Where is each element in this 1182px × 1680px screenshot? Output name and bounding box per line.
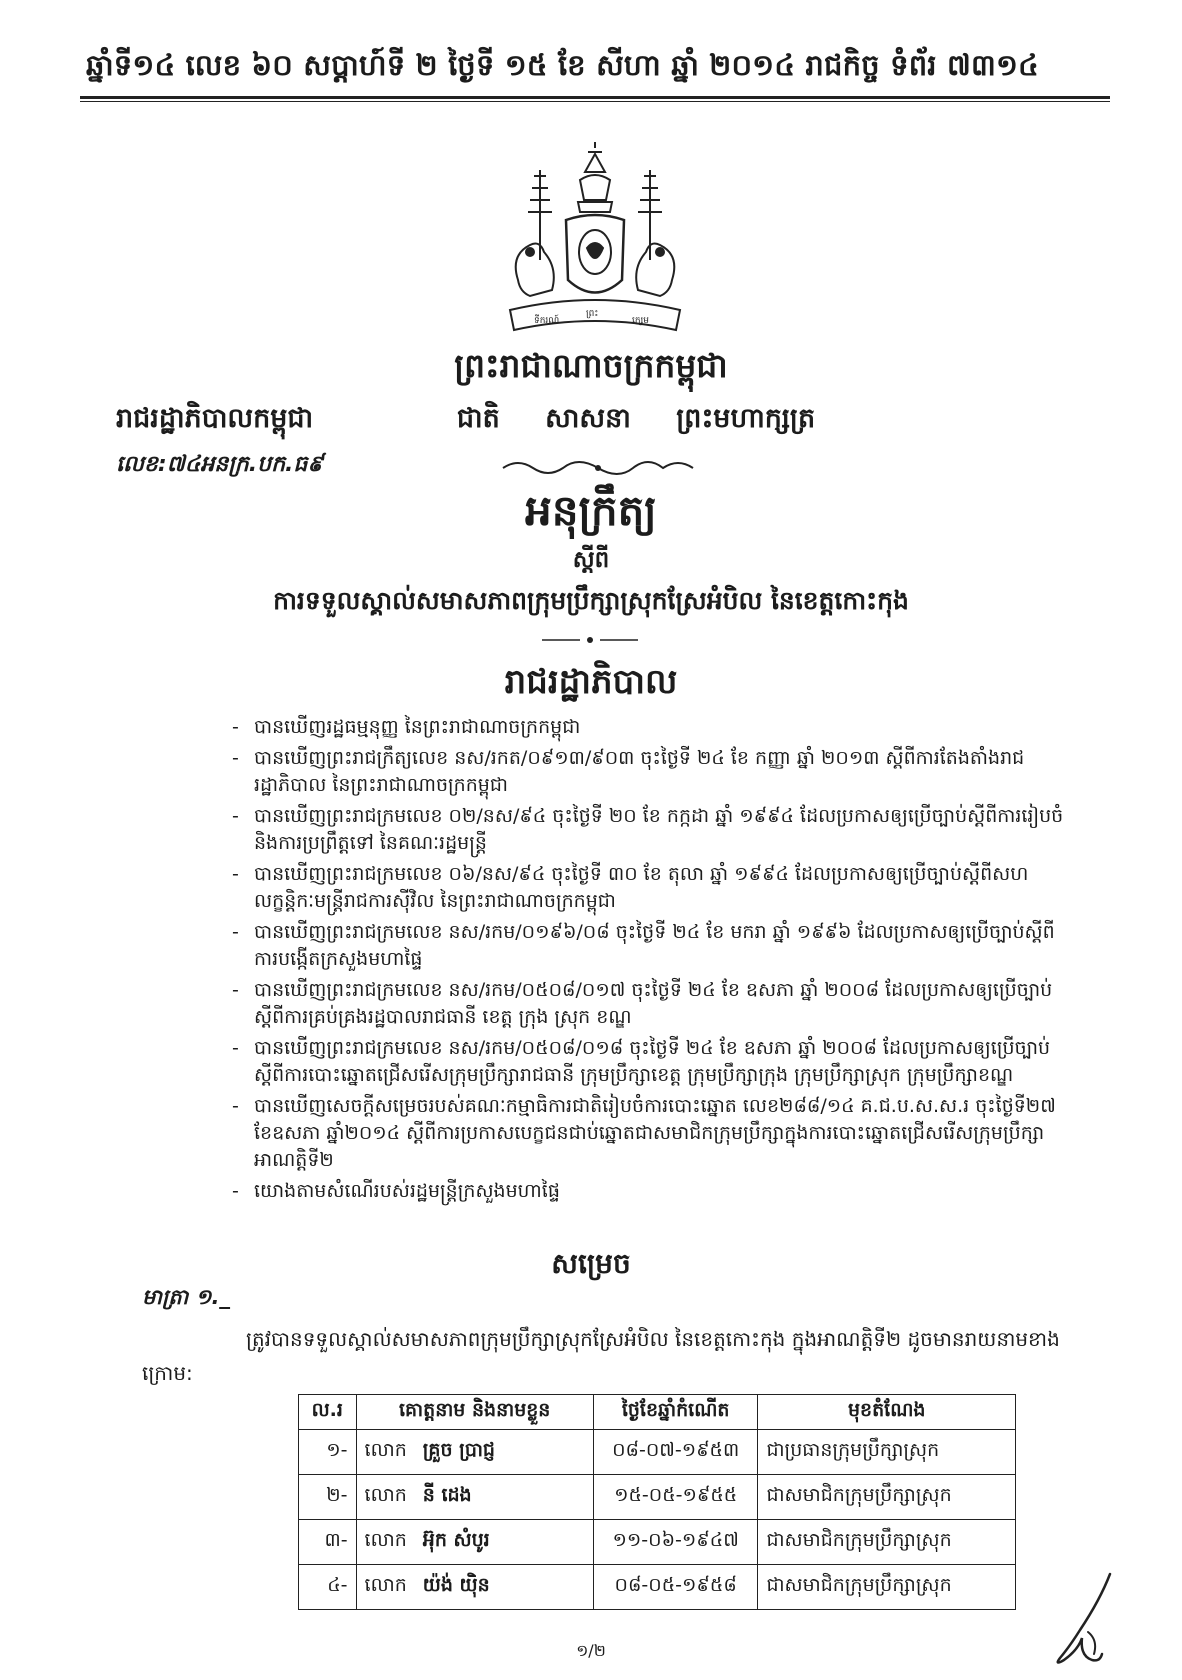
member-name: អ៊ុក សំបូរ <box>422 1529 490 1551</box>
col-header-dob: ថ្ងៃខែឆ្នាំកំណើត <box>593 1395 758 1430</box>
col-header-name: គោត្តនាម និងនាមខ្លួន <box>356 1395 593 1430</box>
row-number: ៣- <box>299 1520 357 1565</box>
table-row <box>299 1475 1016 1520</box>
member-dob: ០៨-០៧-១៩៥៣ <box>593 1430 758 1475</box>
row-number: ២- <box>299 1475 357 1520</box>
member-title: លោក <box>364 1484 407 1506</box>
member-name: គ្រួច ប្រាជ្ញ <box>422 1439 495 1461</box>
table-row <box>299 1430 1016 1475</box>
table-header-row <box>299 1395 1016 1430</box>
royal-coat-of-arms-emblem <box>500 140 690 340</box>
member-title: លោក <box>364 1439 407 1461</box>
decision-heading: សម្រេច <box>551 1247 631 1280</box>
col-header-position: មុខតំណែង <box>758 1395 1016 1430</box>
table-row <box>299 1565 1016 1610</box>
article-label: មាត្រា ១._ <box>142 1285 230 1309</box>
recitals-list <box>232 714 1066 1209</box>
reference-number: លេខ:៧៤អនក្រ.បក.ធ៩ <box>116 452 323 477</box>
recital-item: - បានឃើញព្រះរាជក្រមលេខ ០៦/នស/៩៤ ចុះថ្ងៃទី ៣០ ខែ តុលា ឆ្នាំ ១៩៩៤ ដែលប្រកាសឲ្យប្រើច្បាប់ស្តីពីសហលក្ខន្តិកៈមន្ត្រីរាជការស៊ីវិល នៃព្រះរាជាណាចក្រកម្ពុជា <box>232 863 1029 912</box>
emblem-scroll-right: ក្សេម <box>632 316 649 326</box>
recital-item: - បានឃើញព្រះរាជក្រមលេខ នស/រកម/០១៩៦/០៨ ចុះថ្ងៃទី ២៤ ខែ មករា ឆ្នាំ ១៩៩៦ ដែលប្រកាសឲ្យប្រើច្បាប់ស្តីពីការបង្កើតក្រសួងមហាផ្ទៃ <box>232 921 1055 970</box>
emblem-scroll-left: ទីករណ៍ <box>534 316 560 326</box>
member-name-cell <box>356 1430 593 1475</box>
recital-item: - បានឃើញព្រះរាជក្រមលេខ ០២/នស/៩៤ ចុះថ្ងៃទី ២០ ខែ កក្កដា ឆ្នាំ ១៩៩៤ ដែលប្រកាសឲ្យប្រើច្បាប់ស្តីពីការរៀបចំ និងការប្រព្រឹត្តទៅ នៃគណៈរដ្ឋមន្ត្រី <box>232 805 1064 854</box>
member-title: លោក <box>364 1574 407 1596</box>
member-position: ជាប្រធានក្រុមប្រឹក្សាស្រុក <box>758 1430 1016 1475</box>
member-name-cell <box>356 1565 593 1610</box>
col-header-number: ល.រ <box>299 1395 357 1430</box>
header-rule-thin <box>80 101 1110 102</box>
row-number: ៤- <box>299 1565 357 1610</box>
gazette-header: ឆ្នាំទី១៤ លេខ ៦០ សប្តាហ៍ទី ២ ថ្ងៃទី ១៥ ខែ សីហា ឆ្នាំ ២០១៤ រាជកិច្ច ទំព័រ ៧៣១៤ <box>86 48 1039 82</box>
national-motto <box>0 402 1182 441</box>
motto-king: ព្រះមហាក្សត្រ <box>676 403 816 434</box>
member-title: លោក <box>364 1529 407 1551</box>
small-ornament-divider-icon <box>540 632 640 648</box>
member-name: នី ដេង <box>422 1484 472 1506</box>
member-name-cell <box>356 1520 593 1565</box>
recital-item: - បានឃើញសេចក្តីសម្រេចរបស់គណៈកម្មាធិការជាតិរៀបចំការបោះឆ្នោត លេខ២៨៨/១៤ គ.ជ.ប.ស.ស.រ ចុះថ្ងៃទី២៧ ខែឧសភា ឆ្នាំ២០១៤ ស្តីពីការប្រកាសបេក្ខជនជាប់ឆ្នោតជាសមាជិកក្រុមប្រឹក្សាក្នុងការបោះឆ្នោតជ្រើសរើសក្រុមប្រឹក្សា អាណត្តិទី២ <box>232 1095 1056 1171</box>
member-position: ជាសមាជិកក្រុមប្រឹក្សាស្រុក <box>758 1565 1016 1610</box>
member-dob: ០៨-០៥-១៩៥៨ <box>593 1565 758 1610</box>
article-text: ត្រូវបានទទួលស្គាល់សមាសភាពក្រុមប្រឹក្សាស្រុកស្រែអំបិល នៃខេត្តកោះកុង ក្នុងអាណត្តិទី២ ដូចមានរាយនាមខាងក្រោម: <box>142 1327 1060 1385</box>
handwritten-signature-icon <box>1040 1570 1130 1670</box>
member-position: ជាសមាជិកក្រុមប្រឹក្សាស្រុក <box>758 1475 1016 1520</box>
recital-item: - បានឃើញព្រះរាជក្រមលេខ នស/រកម/០៥០៨/០១៨ ចុះថ្ងៃទី ២៤ ខែ ឧសភា ឆ្នាំ ២០០៨ ដែលប្រកាសឲ្យប្រើច្បាប់ស្តីពីការបោះឆ្នោតជ្រើសរើសក្រុមប្រឹក្សារាជធានី ក្រុមប្រឹក្សាខេត្ត ក្រុមប្រឹក្សាក្រុង ក្រុមប្រឹក្សាស្រុក ក្រុមប្រឹក្សាខណ្ឌ <box>232 1037 1051 1086</box>
motto-religion: សាសនា <box>545 403 631 434</box>
recital-item: - បានឃើញព្រះរាជក្រមលេខ នស/រកម/០៥០៨/០១៧ ចុះថ្ងៃទី ២៤ ខែ ឧសភា ឆ្នាំ ២០០៨ ដែលប្រកាសឲ្យប្រើច្បាប់ស្តីពីការគ្រប់គ្រងរដ្ឋបាលរាជធានី ខេត្ត ក្រុង ស្រុក ខណ្ឌ <box>232 979 1053 1028</box>
kingdom-name: ព្រះរាជាណាចក្រកម្ពុជា <box>454 346 728 385</box>
recital-item: - បានឃើញព្រះរាជក្រឹត្យលេខ នស/រកត/០៩១៣/៩០៣ ចុះថ្ងៃទី ២៤ ខែ កញ្ញា ឆ្នាំ ២០១៣ ស្តីពីការតែងតាំងរាជរដ្ឋាភិបាល នៃព្រះរាជាណាចក្រកម្ពុជា <box>232 747 1025 796</box>
issuing-authority: រាជរដ្ឋាភិបាល <box>504 662 678 702</box>
ornament-divider-icon <box>498 452 698 482</box>
motto-nation: ជាតិ <box>456 403 500 434</box>
table-row <box>299 1520 1016 1565</box>
document-type-title: អនុក្រឹត្យ <box>525 486 657 535</box>
member-position: ជាសមាជិកក្រុមប្រឹក្សាស្រុក <box>758 1520 1016 1565</box>
row-number: ១- <box>299 1430 357 1475</box>
member-name-cell <box>356 1475 593 1520</box>
member-name: យ៉ង់ យ៉ិន <box>422 1574 490 1596</box>
header-rule <box>80 96 1110 99</box>
document-subject: ការទទួលស្គាល់សមាសភាពក្រុមប្រឹក្សាស្រុកស្រែអំបិល នៃខេត្តកោះកុង <box>273 586 909 615</box>
emblem-scroll-center: ព្រះ <box>586 309 599 319</box>
recital-item: - យោងតាមសំណើរបស់រដ្ឋមន្ត្រីក្រសួងមហាផ្ទៃ <box>232 1180 560 1202</box>
council-members-table <box>298 1394 1016 1610</box>
page-number: ១/២ <box>576 1641 606 1660</box>
government-name: រាជរដ្ឋាភិបាលកម្ពុជា <box>116 403 314 434</box>
member-dob: ១១-០៦-១៩៤៧ <box>593 1520 758 1565</box>
document-about-label: ស្តីពី <box>572 547 610 573</box>
recital-item: - បានឃើញរដ្ឋធម្មនុញ្ញ នៃព្រះរាជាណាចក្រកម្ពុជា <box>232 716 581 738</box>
member-dob: ១៥-០៥-១៩៥៥ <box>593 1475 758 1520</box>
